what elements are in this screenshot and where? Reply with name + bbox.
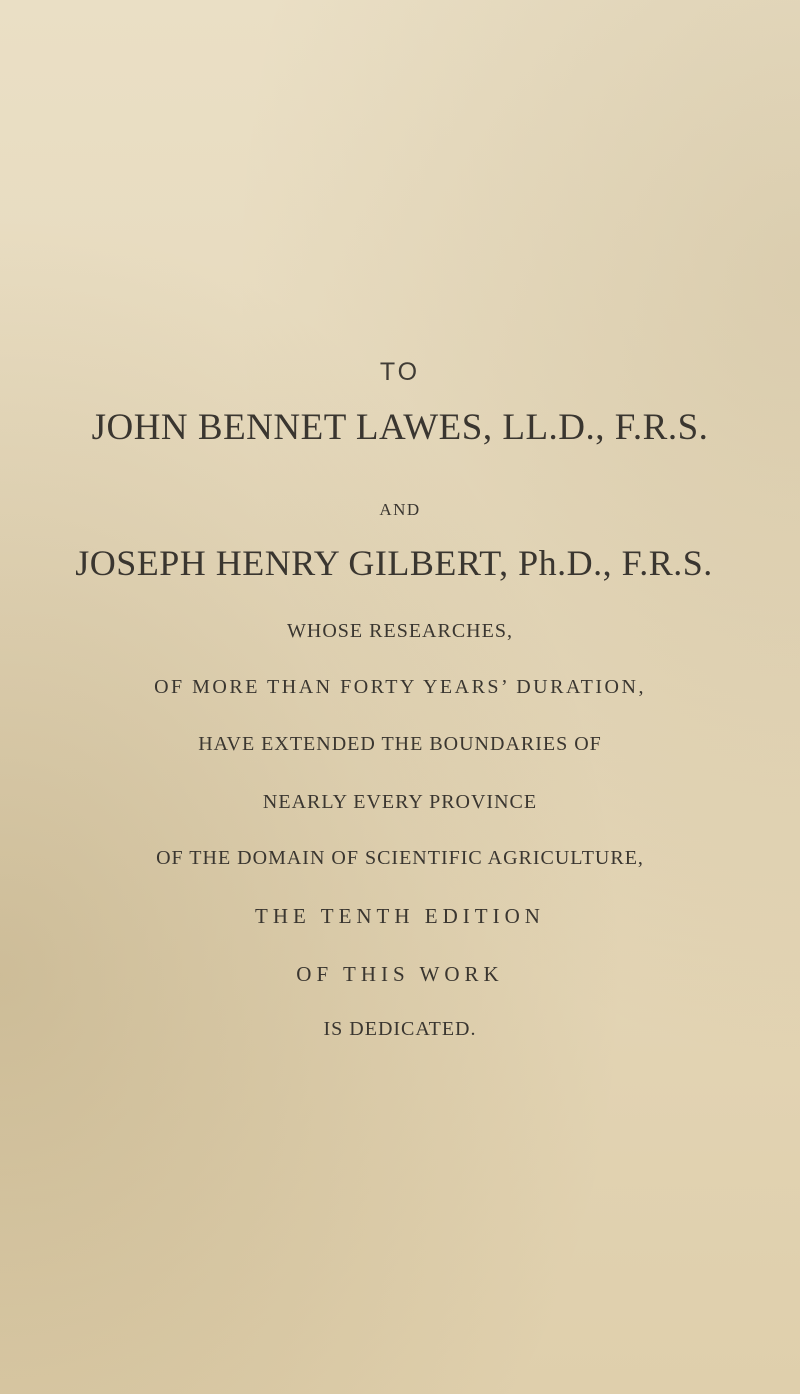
dedication-line: OF THIS WORK	[296, 962, 504, 986]
dedication-line: NEARLY EVERY PROVINCE	[262, 791, 538, 813]
dedication-and: AND	[379, 500, 421, 519]
dedicatee-name-lawes: JOHN BENNET LAWES, LL.D., F.R.S.	[91, 407, 709, 448]
dedicatee-name-gilbert: JOSEPH HENRY GILBERT, Ph.D., F.R.S.	[75, 543, 713, 583]
dedication-line: HAVE EXTENDED THE BOUNDARIES OF	[198, 733, 602, 755]
dedication-line: THE TENTH EDITION	[255, 904, 545, 928]
dedication-line: IS DEDICATED.	[323, 1018, 477, 1040]
dedication-line: WHOSE RESEARCHES,	[287, 620, 513, 642]
dedication-to: TO	[379, 358, 421, 386]
dedication-line: OF MORE THAN FORTY YEARS’ DURATION,	[154, 676, 646, 698]
dedication-line: OF THE DOMAIN OF SCIENTIFIC AGRICULTURE,	[156, 847, 644, 869]
